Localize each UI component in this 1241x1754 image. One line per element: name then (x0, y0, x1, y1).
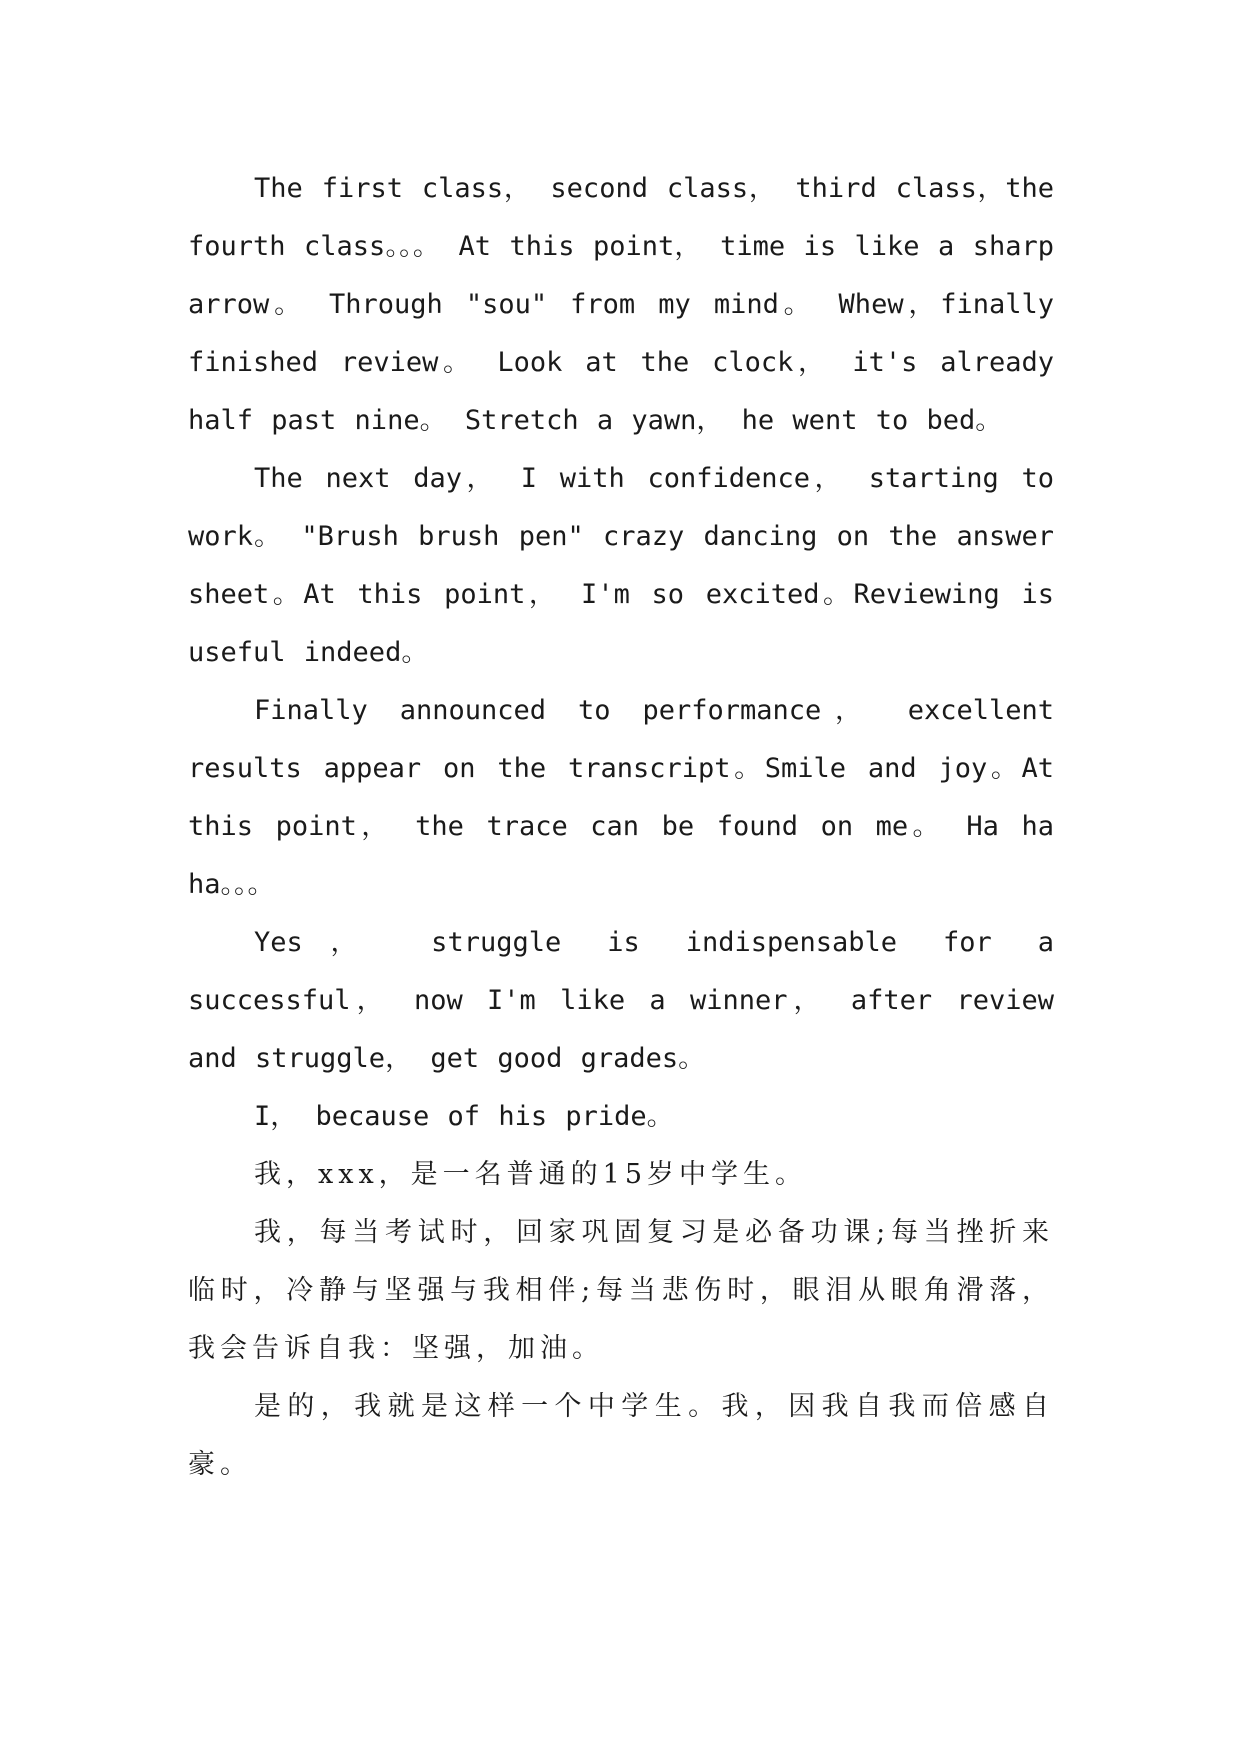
paragraph: I， because of his pride。 (254, 1101, 674, 1132)
paragraph: 是的，我就是这样一个中学生。我，因我自我而倍感自豪。 (188, 1391, 1054, 1480)
paragraph: Yes， struggle is indispensable for a successful， now I'm like a winner， after review and struggle， get good grades。 (188, 927, 1054, 1074)
document-body (188, 160, 1054, 1494)
paragraph: 我，xxx，是一名普通的15岁中学生。 (254, 1159, 808, 1190)
paragraph: The next day， I with confidence， starting to work。 "Brush brush pen" crazy dancing on the answer sheet。At this point， I'm so excited。Reviewing is useful indeed。 (188, 463, 1054, 668)
paragraph: Finally announced to performance， excellent results appear on the transcript。Smile and joy。At this point， the trace can be found on me。 Ha ha ha。。。 (188, 695, 1054, 900)
paragraph: 我，每当考试时，回家巩固复习是必备功课;每当挫折来临时，冷静与坚强与我相伴;每当悲伤时，眼泪从眼角滑落，我会告诉自我：坚强，加油。 (188, 1217, 1054, 1364)
paragraph: The first class， second class， third class，the fourth class。。。 At this point， time is like a sharp arrow。 Through "sou" from my mind。 Whew，finally finished review。 Look at the clock， it's already half past nine。 Stretch a yawn， he went to bed。 (188, 173, 1054, 436)
